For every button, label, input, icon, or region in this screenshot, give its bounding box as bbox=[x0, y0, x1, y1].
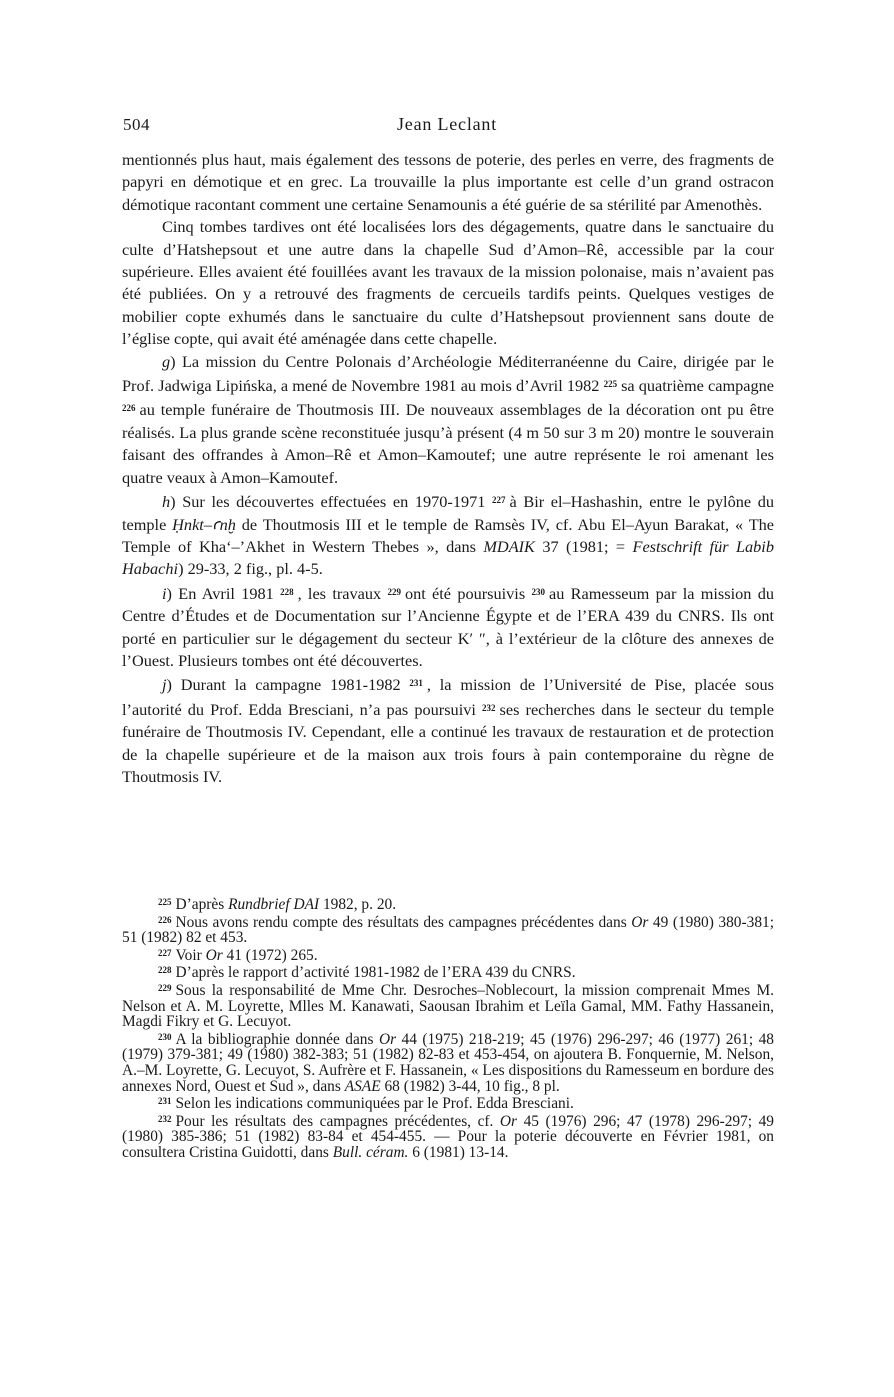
body-paragraph: mentionnés plus haut, mais également des tessons de poterie, des perles en verre, des fragments de papyri en démotique et en grec. La trouvaille la plus importante est celle d’un grand ostracon démotique racontant comment une certaine Senamounis a été guérie de sa stérilité par Amenothès. bbox=[122, 150, 774, 214]
body-paragraph: i) En Avril 1981 $^{228}$ , les travaux $^{229}$ ont été poursuivis $^{230}$ au Ramesseum par la mission du Centre d’Études et de Documentation sur l’Ancienne Égypte et de l’ERA 439 du CNRS. Ils ont porté en particulier sur le dégagement du secteur K′ ″, à l’extérieur de la clôture des annexes de l’Ouest. Plusieurs tombes ont été découvertes. bbox=[122, 583, 774, 670]
body-paragraph: h) Sur les découvertes effectuées en 1970-1971 $^{227}$ à Bir el–Hashashin, entre le pylône du temple Ḥnkt–ꜥnḫ de Thoutmosis III et le temple de Ramsès IV, cf. Abu El–Ayun Barakat, « The Temple of Kha‘–’Akhet in Western Thebes », dans MDAIK 37 (1981; = Festschrift für Labib Habachi) 29-33, 2 fig., pl. 4-5. bbox=[122, 492, 775, 579]
page-number: 504 bbox=[123, 115, 150, 134]
footnote: $^{227}$ Voir Or 41 (1972) 265. bbox=[158, 946, 318, 964]
footnotes bbox=[122, 895, 774, 1161]
body-paragraph: j) Durant la campagne 1981-1982 $^{231}$ , la mission de l’Université de Pise, placée sous l’autorité du Prof. Edda Bresciani, n’a pas poursuivi $^{232}$ ses recherches dans le secteur du temple funéraire de Thoutmosis IV. Cependant, elle a continué les travaux de restauration et de protection de la chapelle supérieure et de la maison aux trois fours à pain contemporaine du règne de Thoutmosis IV. bbox=[122, 675, 774, 786]
body-paragraph: g) La mission du Centre Polonais d’Archéologie Méditerranéenne du Caire, dirigée par le Prof. Jadwiga Lipińska, a mené de Novembre 1981 au mois d’Avril 1982 $^{225}$ sa quatrième campagne $^{226}$ au temple funéraire de Thoutmosis III. De nouveaux assemblages de la décoration ont pu être réalisés. La plus grande scène reconstituée jusqu’à présent (4 m 50 sur 3 m 20) montre le souverain faisant des offrandes à Amon–Rê et Amon–Kamoutef; une autre représente le roi amenant les quatre veaux à Amon–Kamoutef. bbox=[122, 351, 774, 487]
body-text bbox=[122, 149, 774, 788]
footnote: $^{225}$ D’après Rundbrief DAI 1982, p. 20. bbox=[158, 896, 397, 913]
footnote: $^{228}$ D’après le rapport d’activité 1981-1982 de l’ERA 439 du CNRS. bbox=[158, 964, 576, 982]
running-head: Jean Leclant bbox=[396, 114, 498, 134]
body-paragraph: Cinq tombes tardives ont été localisées lors des dégagements, quatre dans le sanctuaire du culte d’Hatshepsout et une autre dans la chapelle Sud d’Amon–Rê, accessible par la cour supérieure. Elles avaient été fouillées avant les travaux de la mission polonaise, mais n’avaient pas été publiées. On y a retrouvé des fragments de cercueils tardifs peints. Quelques vestiges de mobilier copte exhumés dans le sanctuaire du culte d’Hatshepsout proviennent sans doute de l’église copte, qui avait été aménagée dans cette chapelle. bbox=[122, 217, 774, 349]
footnote: $^{229}$ Sous la responsabilité de Mme Chr. Desroches–Noblecourt, la mission comprenait Mmes M. Nelson et A. M. Loyrette, Mlles M. Kanawati, Saousan Ibrahim et Leïla Gamal, MM. Fathy Hassanein, Magdi Fikry et G. Lecuyot. bbox=[122, 981, 774, 1031]
footnote: $^{232}$ Pour les résultats des campagnes précédentes, cf. Or 45 (1976) 296; 47 (1978) 296-297; 49 (1980) 385-386; 51 (1982) 83-84 et 454-455. — Pour la poterie découverte en Février 1981, on consultera Cristina Guidotti, dans Bull. céram. 6 (1981) 13-14. bbox=[122, 1112, 774, 1161]
footnote: $^{230}$ A la bibliographie donnée dans Or 44 (1975) 218-219; 45 (1976) 296-297; 46 (1977) 261; 48 (1979) 379-381; 49 (1980) 382-383; 51 (1982) 82-83 et 453-454, on ajoutera B. Fonquernie, M. Nelson, A.–M. Loyrette, G. Lecuyot, S. Aufrère et F. Hassanein, « Les dispositions du Ramesseum en bordure des annexes Nord, Ouest et Sud », dans ASAE 68 (1982) 3-44, 10 fig., 8 pl. bbox=[122, 1030, 774, 1095]
footnote: $^{231}$ Selon les indications communiquées par le Prof. Edda Bresciani. bbox=[158, 1095, 574, 1113]
footnote: $^{226}$ Nous avons rendu compte des résultats des campagnes précédentes dans Or 49 (1980) 380-381; 51 (1982) 82 et 453. bbox=[122, 913, 774, 947]
